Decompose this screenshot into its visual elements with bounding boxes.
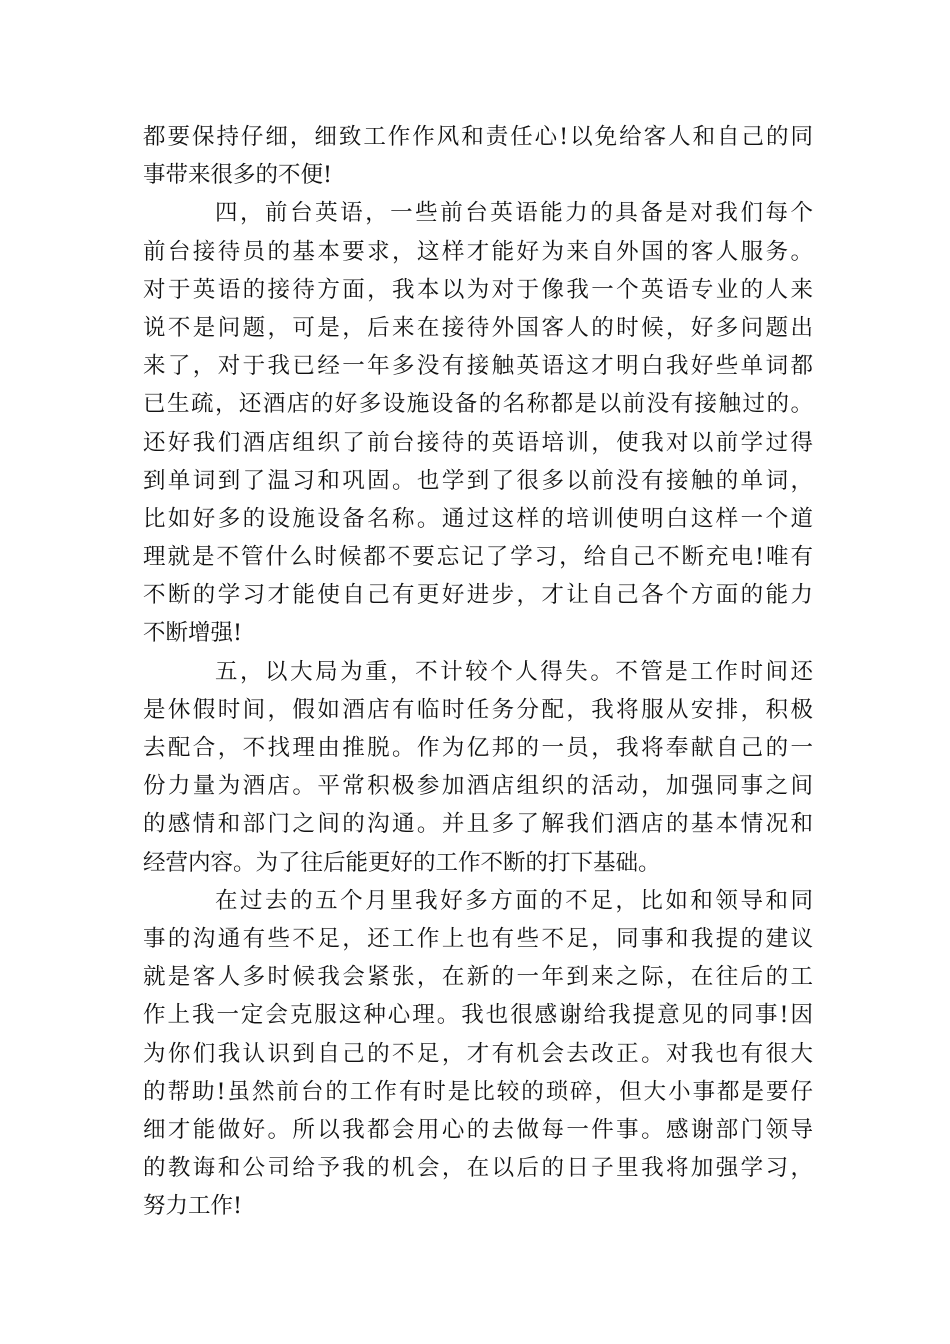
text-line: 前台接待员的基本要求，这样才能好为来自外国的客人服务。	[143, 238, 813, 265]
text-line: 到单词到了温习和巩固。也学到了很多以前没有接触的单词，	[143, 467, 813, 494]
text-line: 的帮助!虽然前台的工作有时是比较的琐碎，但大小事都是要仔	[143, 1078, 813, 1105]
text-line: 不断的学习才能使自己有更好进步，才让自己各个方面的能力	[143, 582, 813, 609]
text-line: 的教诲和公司给予我的机会，在以后的日子里我将加强学习，	[143, 1155, 813, 1182]
text-line: 比如好多的设施设备名称。通过这样的培训使明白这样一个道	[143, 505, 813, 532]
text-line: 努力工作!	[143, 1193, 243, 1220]
text-line: 说不是问题，可是，后来在接待外国客人的时候，好多问题出	[143, 314, 813, 341]
text-line: 经营内容。为了往后能更好的工作不断的打下基础。	[143, 849, 661, 876]
text-line: 不断增强!	[143, 620, 243, 647]
text-line: 来了，对于我已经一年多没有接触英语这才明白我好些单词都	[143, 353, 813, 380]
text-line: 去配合，不找理由推脱。作为亿邦的一员，我将奉献自己的一	[143, 735, 813, 761]
document-body	[143, 118, 813, 1225]
paragraph-first-line: 四，前台英语，一些前台英语能力的具备是对我们每个	[215, 200, 813, 227]
text-line: 还好我们酒店组织了前台接待的英语培训，使我对以前学过得	[143, 429, 813, 456]
text-line: 就是客人多时候我会紧张，在新的一年到来之际，在往后的工	[143, 964, 813, 991]
text-line: 细才能做好。所以我都会用心的去做每一件事。感谢部门领导	[143, 1116, 813, 1143]
text-line: 都要保持仔细，细致工作作风和责任心!以免给客人和自己的同	[143, 124, 813, 150]
paragraph-first-line: 在过去的五个月里我好多方面的不足，比如和领导和同	[215, 887, 813, 914]
text-line: 对于英语的接待方面，我本以为对于像我一个英语专业的人来	[143, 276, 813, 303]
text-line: 事带来很多的不便!	[143, 162, 333, 189]
text-line: 事的沟通有些不足，还工作上也有些不足，同事和我提的建议	[143, 925, 813, 952]
text-line: 为你们我认识到自己的不足，才有机会去改正。对我也有很大	[143, 1040, 813, 1067]
text-line: 理就是不管什么时候都不要忘记了学习，给自己不断充电!唯有	[143, 544, 813, 571]
text-line: 已生疏，还酒店的好多设施设备的名称都是以前没有接触过的。	[143, 391, 813, 418]
text-line: 是休假时间，假如酒店有临时任务分配，我将服从安排，积极	[143, 696, 813, 723]
text-line: 份力量为酒店。平常积极参加酒店组织的活动，加强同事之间	[143, 773, 813, 800]
paragraph-first-line: 五，以大局为重，不计较个人得失。不管是工作时间还	[215, 658, 813, 685]
text-line: 作上我一定会克服这种心理。我也很感谢给我提意见的同事!因	[143, 1002, 813, 1029]
text-line: 的感情和部门之间的沟通。并且多了解我们酒店的基本情况和	[143, 811, 813, 838]
